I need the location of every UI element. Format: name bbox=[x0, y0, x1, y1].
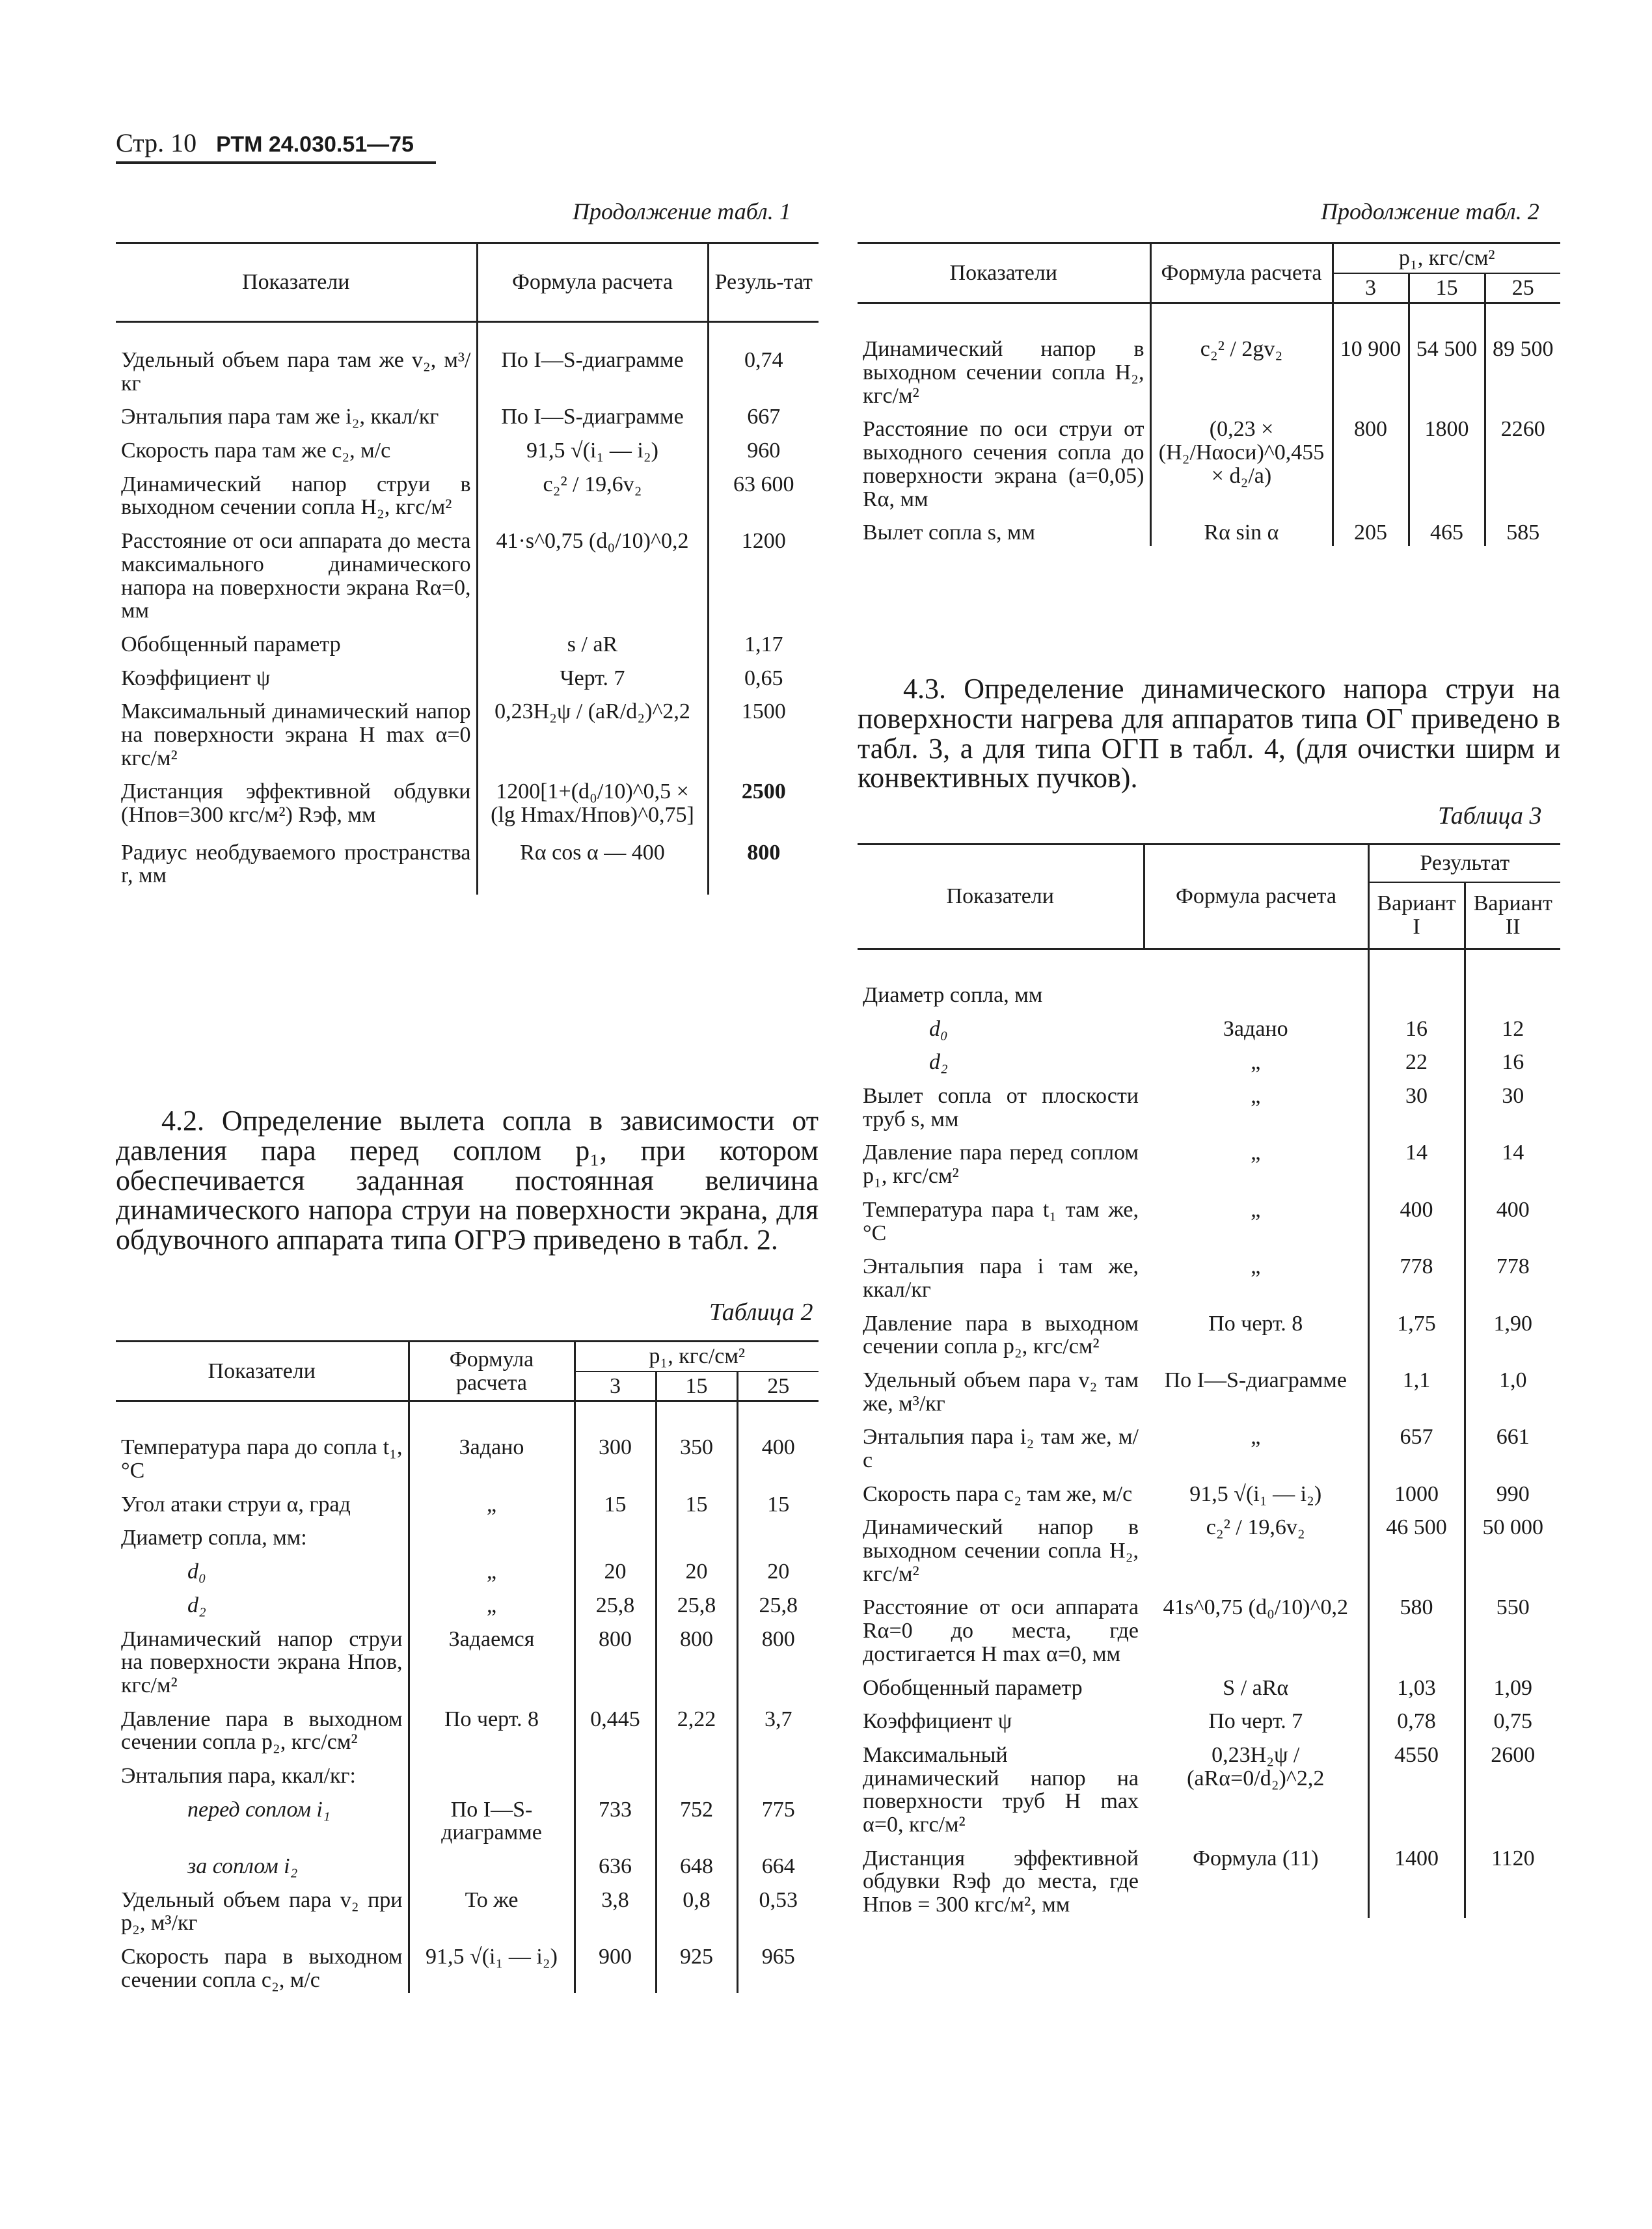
table-row: Удельный объем пара там же v₂, м³/кг По I—S-диаграмме 0,74 bbox=[116, 347, 819, 396]
table-row: Вылет сопла s, мм Rα sin α 205 465 585 bbox=[858, 512, 1560, 546]
table-row: Обобщенный параметр S / aRα 1,03 1,09 bbox=[858, 1668, 1560, 1701]
table-row: Давление пара в выходном сечении сопла p₂, кгс/см² По черт. 8 0,445 2,22 3,7 bbox=[116, 1699, 819, 1755]
paragraph-4-3: 4.3. Определение динамического напора струи на поверхности нагрева для аппаратов типа ОГ приведено в табл. 3, а для типа ОГП в табл. 4, (для очистки ширм и конвективных пучков). bbox=[858, 673, 1560, 794]
table-row: d₀ „ 20 20 20 bbox=[116, 1551, 819, 1585]
table-row: d₂ „ 22 16 bbox=[858, 1042, 1560, 1075]
table-row: Динамический напор в выходном сечении сопла H₂, кгс/м² c₂² / 2gv₂ 10 900 54 500 89 500 bbox=[858, 329, 1560, 409]
table-row: Скорость пара там же c₂, м/с 91,5 √(i₁ — i₂) 960 bbox=[116, 430, 819, 464]
t2-header-formula: Формула расчета bbox=[409, 1342, 575, 1401]
table-1 bbox=[116, 242, 819, 895]
page-number: Стр. 10 bbox=[116, 128, 197, 157]
table-row: Энтальпия пара, ккал/кг: bbox=[116, 1755, 819, 1789]
table-row: Температура пара до сопла t₁, °С Задано 300 350 400 bbox=[116, 1427, 819, 1483]
table-row: Удельный объем пара v₂ там же, м³/кг По I—S-диаграмме 1,1 1,0 bbox=[858, 1360, 1560, 1416]
table3-caption: Таблица 3 bbox=[1438, 802, 1542, 830]
t2-header-pressure: p₁, кгс/см² bbox=[575, 1342, 819, 1371]
table-row: Удельный объем пара v₂ при p₂, м³/кг То же 3,8 0,8 0,53 bbox=[116, 1880, 819, 1936]
table-row: Коэффициент ψ По черт. 7 0,78 0,75 bbox=[858, 1701, 1560, 1735]
table-row: Обобщенный параметр s / aR 1,17 bbox=[116, 624, 819, 658]
table-row: Диаметр сопла, мм: bbox=[116, 1517, 819, 1551]
table-row: Давление пара перед соплом p₁, кгс/см² „ 14 14 bbox=[858, 1132, 1560, 1189]
page-header bbox=[116, 128, 414, 158]
table-row: Скорость пара в выходном сечении сопла c₂, м/с 91,5 √(i₁ — i₂) 900 925 965 bbox=[116, 1936, 819, 1993]
t1-header-result: Резуль-тат bbox=[708, 243, 819, 322]
table-row: Температура пара t₁ там же, °С „ 400 400 bbox=[858, 1189, 1560, 1246]
table2-continuation-caption: Продолжение табл. 2 bbox=[1321, 198, 1539, 224]
table-row: Расстояние от оси аппарата Rα=0 до места, где достигается H max α=0, мм 41s^0,75 (d₀/10)^0,2 580 550 bbox=[858, 1587, 1560, 1667]
table-row: Диаметр сопла, мм bbox=[858, 975, 1560, 1008]
table-row: Максимальный динамический напор на поверхности экрана H max α=0 кгс/м² 0,23H₂ψ / (aR/d₂)^2,2 1500 bbox=[116, 691, 819, 771]
table-row: Вылет сопла от плоскости труб s, мм „ 30 30 bbox=[858, 1075, 1560, 1132]
table-row: Максимальный динамический напор на поверхности труб H max α=0, кгс/м² 0,23H₂ψ / (aRα=0/d₂)^2,2 4550 2600 bbox=[858, 1735, 1560, 1838]
table-2: Показатели Формула расчета p₁, кгс/см² 3 15 25 Температура пара до сопла t₁, °С Задано 300 350 400 Угол атаки струи α, град „ 15 15 15 Диаметр сопла, мм: d₀ „ 20 20 20 d₂ „ 25,8 25,8 25,8 Динамический напор струи на поверхности экрана Hпов, кгс/м² Задаемся 800 800 800 Давление пара в выходном сечении сопла p₂, кгс/см² По черт. 8 0,445 2,22 3,7 Энтальпия пара, ккал/кг: перед соплом i₁ По I—S-диаграмме 733 752 775 за соплом i₂ 636 648 664 Удельный объем пара v₂ при p₂, м³/кг То же 3,8 0,8 0,53 Скорость пара в выходном сечении сопла c₂, м/с 91,5 √(i₁ — i₂) 900 925 965 bbox=[116, 1340, 819, 1993]
table-row: Динамический напор струи на поверхности экрана Hпов, кгс/м² Задаемся 800 800 800 bbox=[116, 1619, 819, 1699]
table-row: Дистанция эффективной обдувки Rэф до места, где Hпов = 300 кгс/м², мм Формула (11) 1400 1120 bbox=[858, 1838, 1560, 1918]
t1-header-formula: Формула расчета bbox=[477, 243, 708, 322]
t1-header-indicators: Показатели bbox=[116, 243, 477, 322]
table-row: Давление пара в выходном сечении сопла p₂, кгс/см² По черт. 8 1,75 1,90 bbox=[858, 1303, 1560, 1360]
table-row: d₀ Задано 16 12 bbox=[858, 1008, 1560, 1042]
table-2-continued: Показатели Формула расчета p₁, кгс/см² 3 15 25 Динамический напор в выходном сечении сопла H₂, кгс/м² c₂² / 2gv₂ 10 900 54 500 89 500 Расстояние по оси струи от выходного сечения сопла до поверхности экрана (a=0,05) Rα, мм (0,23 × (H₂/Hαоси)^0,455 × d₂/a) 800 1800 2260 Вылет сопла s, мм Rα sin α 205 465 585 bbox=[858, 242, 1560, 546]
table-row: перед соплом i₁ По I—S-диаграмме 733 752 775 bbox=[116, 1789, 819, 1846]
table-row: Энтальпия пара там же i₂, ккал/кг По I—S-диаграмме 667 bbox=[116, 396, 819, 430]
table-row: Энтальпия пара i₂ там же, м/с „ 657 661 bbox=[858, 1416, 1560, 1473]
table1-continuation-caption: Продолжение табл. 1 bbox=[573, 198, 791, 224]
document-code: РТМ 24.030.51—75 bbox=[216, 132, 414, 157]
table-row: Расстояние от оси аппарата до места максимального динамического напора на поверхности экрана Rα=0, мм 41·s^0,75 (d₀/10)^0,2 1200 bbox=[116, 520, 819, 624]
table-row: Скорость пара c₂ там же, м/с 91,5 √(i₁ — i₂) 1000 990 bbox=[858, 1474, 1560, 1507]
table-row: за соплом i₂ 636 648 664 bbox=[116, 1846, 819, 1880]
table-row: d₂ „ 25,8 25,8 25,8 bbox=[116, 1585, 819, 1619]
table-3: Показатели Формула расчета Результат Вариант I Вариант II Диаметр сопла, мм d₀ Задано 16 12 d₂ „ 22 16 Вылет сопла от плоскости труб s, мм „ 30 30 Давление пара перед соплом p₁, кгс/см² „ 14 14 Температура пара t₁ там же, °С „ 400 400 Энтальпия пара i там же, ккал/кг „ 778 778 Давление пара в выходном сечении сопла p₂, кгс/см² По черт. 8 1,75 1,90 Удельный объем пара v₂ там же, м³/кг По I—S-диаграмме 1,1 1,0 Энтальпия пара i₂ там же, м/с „ 657 661 Скорость пара c₂ там же, м/с 91,5 √(i₁ — i₂) 1000 990 Динамический напор в выходном сечении сопла H₂, кгс/м² c₂² / 19,6v₂ 46 500 50 000 Расстояние от оси аппарата Rα=0 до места, где достигается H max α=0, мм 41s^0,75 (d₀/10)^0,2 580 550 Обобщенный параметр S / aRα 1,03 1,09 Коэффициент ψ По черт. 7 0,78 0,75 Максимальный динамический напор на поверхности труб H max α=0, кгс/м² 0,23H₂ψ / (aRα=0/d₂)^2,2 4550 2600 Дистанция эффективной обдувки Rэф до места, где Hпов = 300 кгс/м², мм Формула (11) 1400 1120 bbox=[858, 843, 1560, 1918]
table-row: Динамический напор струи в выходном сечении сопла H₂, кгс/м² c₂² / 19,6v₂ 63 600 bbox=[116, 464, 819, 520]
table-row: Коэффициент ψ Черт. 7 0,65 bbox=[116, 658, 819, 692]
paragraph-4-2: 4.2. Определение вылета сопла в зависимости от давления пара перед соплом p₁, при котором обеспечивается заданная постоянная величина динамического напора струи на поверхности экрана, для обдувочного аппарата типа ОГРЭ приведено в табл. 2. bbox=[116, 1105, 819, 1256]
table-row: Угол атаки струи α, град „ 15 15 15 bbox=[116, 1484, 819, 1518]
header-rule bbox=[116, 161, 436, 164]
table-row: Энтальпия пара i там же, ккал/кг „ 778 778 bbox=[858, 1246, 1560, 1303]
table-row: Расстояние по оси струи от выходного сечения сопла до поверхности экрана (a=0,05) Rα, мм (0,23 × (H₂/Hαоси)^0,455 × d₂/a) 800 1800 2260 bbox=[858, 409, 1560, 512]
table-row: Радиус необдуваемого пространства r, мм Rα cos α — 400 800 bbox=[116, 828, 819, 895]
table-row: Дистанция эффективной обдувки (Hпов=300 кгс/м²) Rэф, мм 1200[1+(d₀/10)^0,5 × (lg Hmax/Hпов)^0,75] 2500 bbox=[116, 771, 819, 828]
table2-caption: Таблица 2 bbox=[709, 1299, 813, 1326]
table-row: Динамический напор в выходном сечении сопла H₂, кгс/м² c₂² / 19,6v₂ 46 500 50 000 bbox=[858, 1507, 1560, 1587]
t2-header-indicators: Показатели bbox=[116, 1342, 409, 1401]
